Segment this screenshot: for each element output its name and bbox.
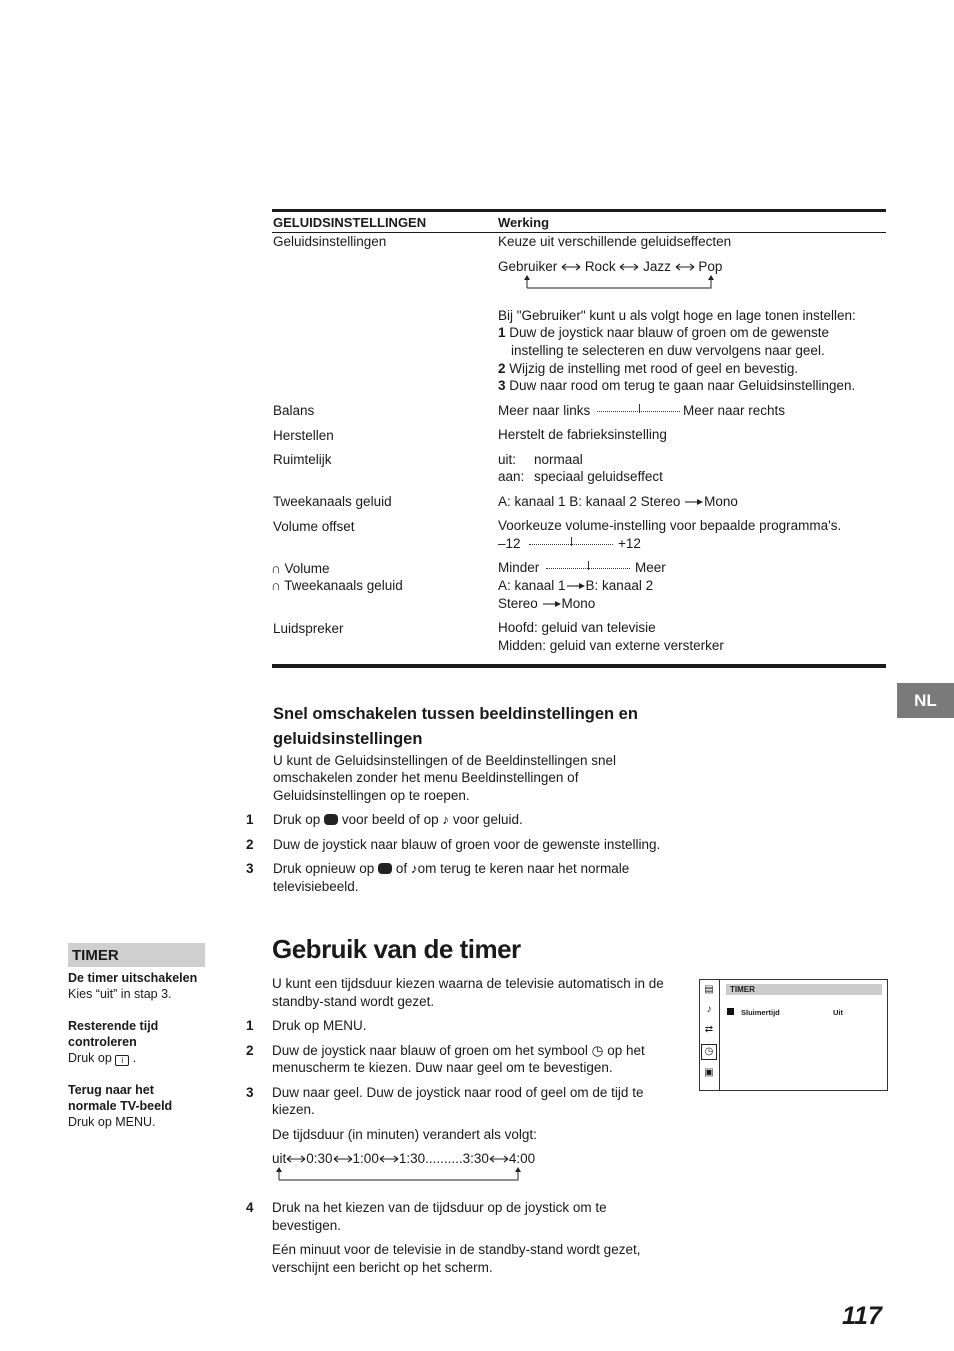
menu-cursor xyxy=(727,1008,734,1015)
step-text: De tijdsduur (in minuten) verandert als volgt: xyxy=(272,1127,537,1142)
text: Duw de joystick naar blauw of groen om het symbool xyxy=(272,1043,588,1058)
step-number: 3 xyxy=(246,1085,254,1100)
cycle-return-arrow xyxy=(274,1166,524,1182)
tip-text: Druk op MENU. xyxy=(68,1115,156,1129)
cycle-return-arrow xyxy=(522,274,718,290)
step-text: Wijzig de instelling met rood of geel en bevestig. xyxy=(509,361,799,376)
row-label: Ruimtelijk xyxy=(273,452,332,467)
headphone-channel-options xyxy=(498,577,653,594)
user-step-3 xyxy=(498,377,855,394)
step-text xyxy=(273,811,523,828)
right-arrow-icon xyxy=(542,599,562,609)
row-desc: Herstelt de fabrieksinstelling xyxy=(498,427,667,442)
page-title: Gebruik van de timer xyxy=(272,934,521,964)
text: Druk op xyxy=(68,1051,112,1065)
text: Druk opnieuw op xyxy=(273,861,375,876)
step-number: 3 xyxy=(246,861,254,876)
text: om terug te keren naar het normale xyxy=(417,861,630,876)
right-arrow-icon xyxy=(566,581,586,591)
step-text: menuscherm te kiezen. Duw naar geel om te bevestigen. xyxy=(272,1060,613,1075)
menu-header: TIMER xyxy=(726,984,882,995)
cycle-item: Jazz xyxy=(643,259,671,274)
cycle-item: uit xyxy=(272,1151,287,1166)
row-label: Tweekanaals geluid xyxy=(273,494,392,509)
balance-left-text: Meer naar links xyxy=(498,403,591,418)
text: Druk op xyxy=(273,812,321,827)
dual-sound-text: A: kanaal 1 B: kanaal 2 Stereo xyxy=(498,494,681,509)
surround-off-text: normaal xyxy=(534,452,583,467)
table-header-left: GELUIDSINSTELLINGEN xyxy=(273,215,427,230)
step-number: 2 xyxy=(246,1043,254,1058)
volume-min-text: Minder xyxy=(498,560,540,575)
headphone-icon: ∩ xyxy=(271,561,281,576)
picture-button-icon xyxy=(378,863,392,874)
picture-button-icon xyxy=(324,814,338,825)
row-label: Volume xyxy=(284,561,330,576)
text: of xyxy=(395,861,408,876)
row-label: Luidspreker xyxy=(273,621,344,636)
timer-menu-icon: ◷ xyxy=(701,1044,717,1060)
row-desc: Voorkeuze volume-instelling voor bepaalde programma's. xyxy=(498,518,842,533)
intro-text: standby-stand wordt gezet. xyxy=(272,994,435,1009)
intro-text: Geluidsinstellingen op te roepen. xyxy=(273,788,470,803)
double-arrow-icon xyxy=(333,1154,353,1164)
tip-text: Kies “uit” in stap 3. xyxy=(68,987,172,1001)
menu-icon-column xyxy=(700,980,720,1090)
double-arrow-icon xyxy=(379,1154,399,1164)
step-number: 4 xyxy=(246,1200,254,1215)
double-arrow-icon xyxy=(675,262,695,272)
cycle-item: 1:30..........3:30 xyxy=(398,1151,489,1166)
headphone-volume-slider xyxy=(546,562,630,569)
cycle-item: Rock xyxy=(584,259,616,274)
step-number: 1 xyxy=(246,812,254,827)
timer-menu-screen xyxy=(699,979,888,1091)
step-text: verschijnt een bericht op het scherm. xyxy=(272,1260,493,1275)
step-text: Duw naar rood om terug te gaan naar Geluidsinstellingen. xyxy=(509,378,856,393)
intro-text: U kunt de Geluidsinstellingen of de Beeldinstellingen snel xyxy=(273,753,616,768)
step-number: 2 xyxy=(246,837,254,852)
right-arrow-icon xyxy=(684,497,704,507)
sound-menu-icon: ♪ xyxy=(706,1004,712,1015)
tip-title: Resterende tijd xyxy=(68,1019,159,1033)
row-label: Balans xyxy=(273,403,315,418)
table-header-right: Werking xyxy=(498,215,550,230)
double-arrow-icon xyxy=(286,1154,306,1164)
intro-text: omschakelen zonder het menu Beeldinstellingen of xyxy=(273,770,579,785)
surround-on-label: aan: xyxy=(498,469,525,484)
cycle-item: 4:00 xyxy=(508,1151,536,1166)
volume-max-text: Meer xyxy=(635,560,666,575)
stereo-text: Stereo xyxy=(498,596,538,611)
page-number: 117 xyxy=(842,1302,882,1330)
step-text: bevestigen. xyxy=(272,1218,342,1233)
balance-right-text: Meer naar rechts xyxy=(683,403,786,418)
language-tab: NL xyxy=(897,683,954,718)
dual-sound-mono: Mono xyxy=(704,494,738,509)
info-button-icon: i xyxy=(115,1055,129,1066)
user-paragraph: Bij "Gebruiker" kunt u als volgt hoge en lage tonen instellen: xyxy=(498,308,856,323)
cycle-item: 1:00 xyxy=(352,1151,379,1166)
tip-text: Druk op i . xyxy=(68,1051,137,1065)
clock-icon: ◷ xyxy=(591,1043,604,1058)
table-bottom-rule xyxy=(272,664,886,668)
dual-sound-options xyxy=(498,493,738,510)
tip-title: Terug naar het xyxy=(68,1083,154,1097)
heading-line: Snel omschakelen tussen beeldinstellingen en xyxy=(273,705,638,723)
table-top-rule xyxy=(272,209,886,212)
step-text: Duw naar geel. Duw de joystick naar rood of geel om de tijd te xyxy=(272,1085,644,1100)
sound-note-icon: ♪ xyxy=(442,812,450,827)
sidebar-title: TIMER xyxy=(72,947,119,964)
cycle-item: 0:30 xyxy=(306,1151,333,1166)
step-text: Eén minuut voor de televisie in de standby-stand wordt gezet, xyxy=(272,1242,641,1257)
double-arrow-icon xyxy=(489,1154,509,1164)
row-label: Volume offset xyxy=(273,519,355,534)
step-number: 1 xyxy=(498,325,506,340)
tip-title: De timer uitschakelen xyxy=(68,971,198,985)
picture-menu-icon: ▤ xyxy=(704,984,714,995)
step-text: Druk na het kiezen van de tijdsduur op de joystick om te xyxy=(272,1200,607,1215)
setup-menu-icon: ▣ xyxy=(704,1067,714,1078)
mono-text: Mono xyxy=(561,596,596,611)
menu-item-label: Sluimertijd xyxy=(741,1008,780,1017)
headphone-volume-label xyxy=(271,560,330,577)
row-label: Geluidsinstellingen xyxy=(273,234,387,249)
sound-mode-cycle xyxy=(498,258,722,275)
volume-offset-max: +12 xyxy=(618,536,641,551)
step-number: 3 xyxy=(498,378,506,393)
step-text xyxy=(273,860,629,877)
sound-note-icon: ♪ xyxy=(410,861,418,876)
double-arrow-icon xyxy=(561,262,581,272)
sidebar-title-box xyxy=(68,943,205,967)
timer-cycle xyxy=(272,1150,535,1167)
text: op het xyxy=(607,1043,645,1058)
step-text: Druk op MENU. xyxy=(272,1018,367,1033)
intro-text: U kunt een tijdsduur kiezen waarna de televisie automatisch in de xyxy=(272,976,664,991)
headphone-icon: ∩ xyxy=(271,578,281,593)
user-step-2 xyxy=(498,360,798,377)
menu-item-value: Uit xyxy=(833,1008,843,1017)
step-text: Duw de joystick naar blauw of groen voor de gewenste instelling. xyxy=(273,837,661,852)
surround-on-text: speciaal geluidseffect xyxy=(534,469,663,484)
step-number: 2 xyxy=(498,361,506,376)
text: voor beeld of op xyxy=(341,812,439,827)
row-desc: Midden: geluid van externe versterker xyxy=(498,638,724,653)
channel-a: A: kanaal 1 xyxy=(498,578,566,593)
user-step-1 xyxy=(498,324,829,341)
heading-line: geluidsinstellingen xyxy=(273,730,423,748)
row-desc: Hoofd: geluid van televisie xyxy=(498,620,656,635)
row-label: Herstellen xyxy=(273,428,334,443)
balance-slider xyxy=(597,405,680,412)
step-text: Duw de joystick naar blauw of groen om de gewenste xyxy=(509,325,829,340)
tip-title: controleren xyxy=(68,1035,137,1049)
row-desc: Keuze uit verschillende geluidseffecten xyxy=(498,234,732,249)
headphone-stereo-options xyxy=(498,595,595,612)
double-arrow-icon xyxy=(619,262,639,272)
channel-b: B: kanaal 2 xyxy=(585,578,654,593)
headphone-dual-label xyxy=(271,577,403,594)
step-text: instelling te selecteren en duw vervolgens naar geel. xyxy=(511,343,825,358)
step-number: 1 xyxy=(246,1018,254,1033)
cycle-item: Pop xyxy=(698,259,723,274)
surround-off-label: uit: xyxy=(498,452,517,467)
features-menu-icon: ⇄ xyxy=(704,1024,714,1035)
row-label: Tweekanaals geluid xyxy=(284,578,403,593)
text: voor geluid. xyxy=(452,812,523,827)
step-text: kiezen. xyxy=(272,1102,315,1117)
volume-offset-slider xyxy=(529,538,613,545)
step-text xyxy=(272,1042,645,1059)
volume-offset-min: –12 xyxy=(498,536,521,551)
section-heading xyxy=(273,702,638,752)
step-text: televisiebeeld. xyxy=(273,879,359,894)
cycle-item: Gebruiker xyxy=(498,259,558,274)
tip-title: normale TV-beeld xyxy=(68,1099,173,1113)
